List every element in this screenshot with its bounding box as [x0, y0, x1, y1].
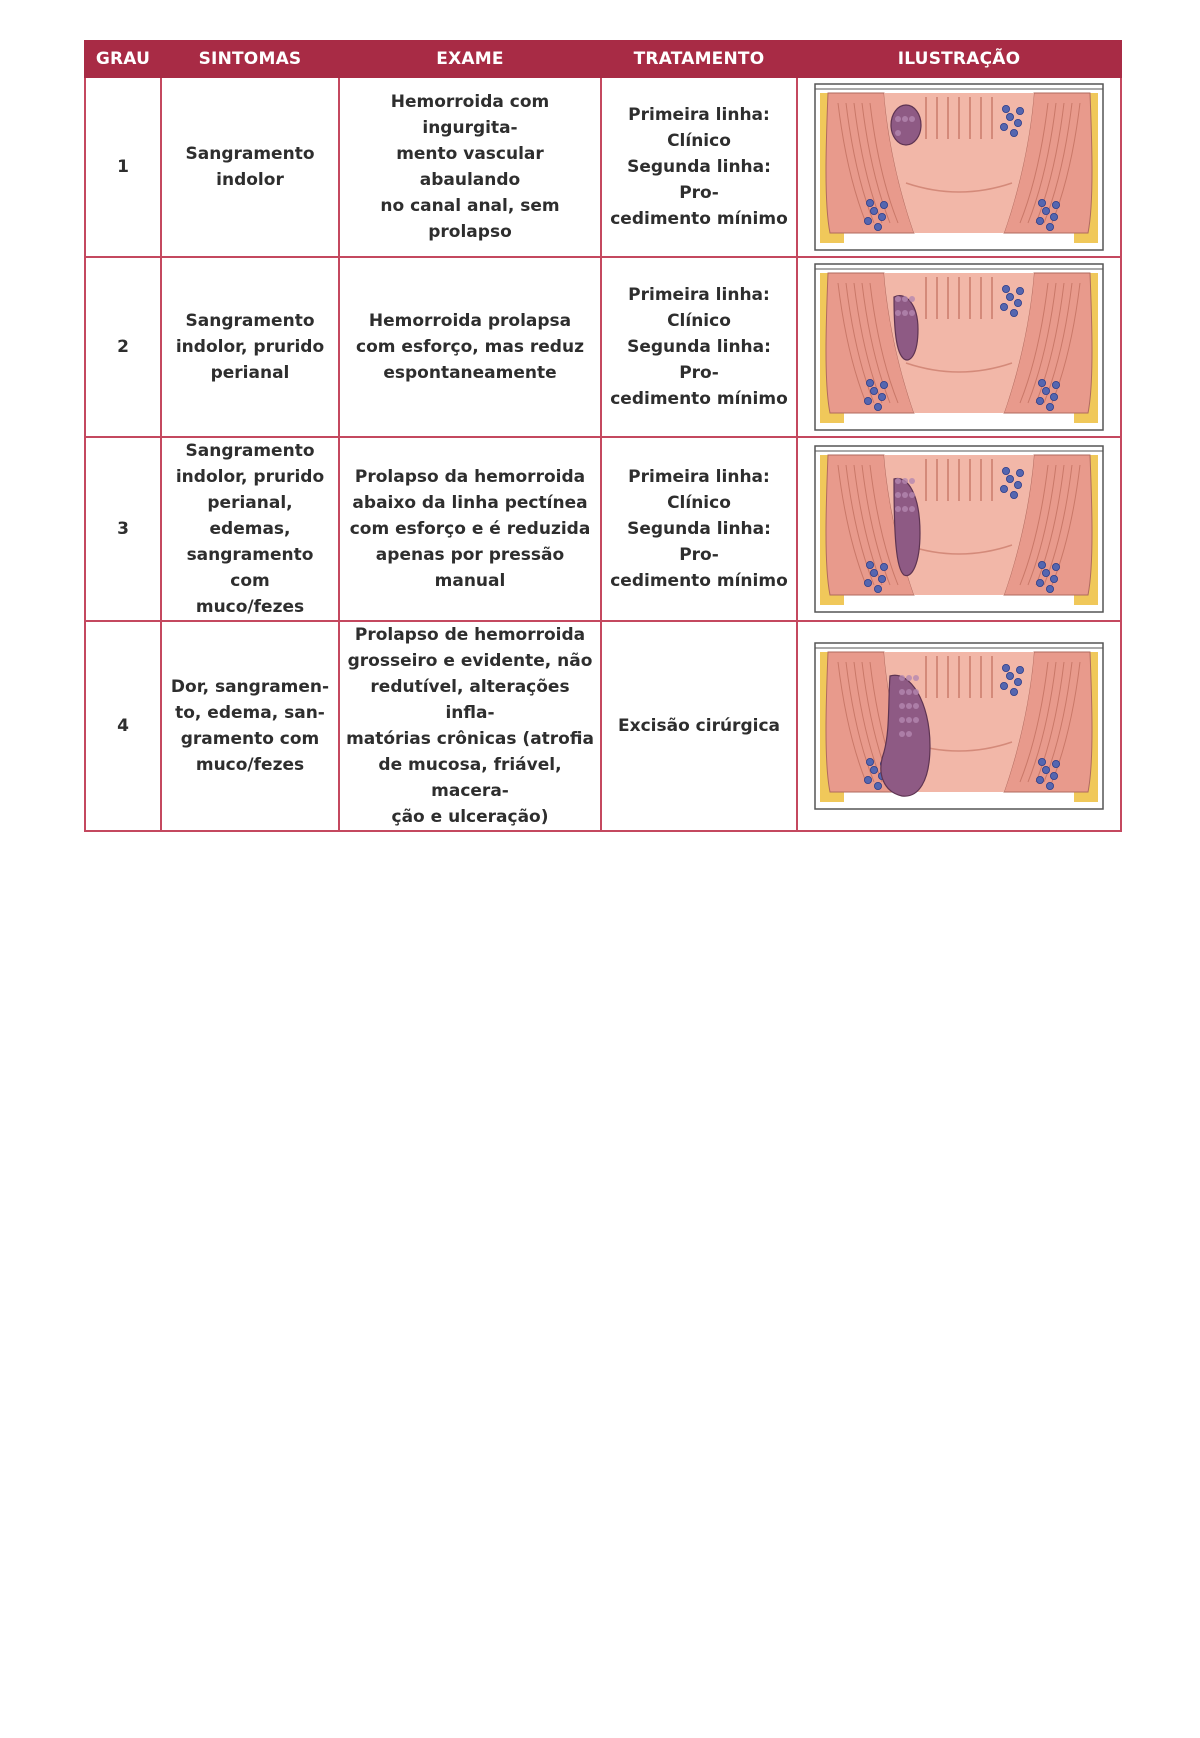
illustration-cell — [797, 77, 1121, 257]
illustration-cell — [797, 621, 1121, 831]
symptoms-cell — [161, 257, 339, 437]
table-row — [85, 257, 1121, 437]
treatment-text: Primeira linha: Clínico Segunda linha: Pro- cedimento mínimo — [610, 467, 788, 591]
header-grade: GRAU — [85, 41, 161, 77]
exam-cell — [339, 77, 601, 257]
treatment-text: Primeira linha: Clínico Segunda linha: Pro- cedimento mínimo — [610, 285, 788, 409]
grade-value: 1 — [117, 157, 129, 177]
exam-cell — [339, 257, 601, 437]
header-exam: EXAME — [339, 41, 601, 77]
symptoms-text: Sangramento indolor, prurido perianal — [175, 311, 325, 383]
treatment-cell — [601, 77, 797, 257]
grade-cell — [85, 77, 161, 257]
exam-text: Prolapso de hemorroida grosseiro e evidente, não redutível, alterações infla- matórias crônicas (atrofia de mucosa, friável, macera- ção e ulceração) — [346, 625, 594, 827]
treatment-text: Excisão cirúrgica — [618, 716, 780, 736]
table-row — [85, 621, 1121, 831]
anal-canal-illustration — [814, 83, 1104, 251]
exam-cell — [339, 621, 601, 831]
table-row — [85, 77, 1121, 257]
treatment-cell — [601, 437, 797, 621]
illustration-cell — [797, 257, 1121, 437]
header-treatment: TRATAMENTO — [601, 41, 797, 77]
treatment-cell — [601, 257, 797, 437]
anal-canal-illustration — [814, 642, 1104, 810]
table-header-row — [85, 41, 1121, 77]
anal-canal-illustration — [814, 263, 1104, 431]
grade-cell — [85, 621, 161, 831]
grade-cell — [85, 437, 161, 621]
exam-text: Prolapso da hemorroida abaixo da linha pectínea com esforço e é reduzida apenas por pressão manual — [349, 467, 591, 591]
grade-value: 4 — [117, 716, 129, 736]
illustration-cell — [797, 437, 1121, 621]
symptoms-cell — [161, 621, 339, 831]
header-illustration: ILUSTRAÇÃO — [797, 41, 1121, 77]
table-row — [85, 437, 1121, 621]
header-symptoms: SINTOMAS — [161, 41, 339, 77]
symptoms-text: Dor, sangramen- to, edema, san- gramento com muco/fezes — [170, 677, 330, 775]
treatment-text: Primeira linha: Clínico Segunda linha: Pro- cedimento mínimo — [610, 105, 788, 229]
hemorrhoid-grade-table — [84, 40, 1122, 832]
grade-cell — [85, 257, 161, 437]
symptoms-cell — [161, 437, 339, 621]
grade-value: 3 — [117, 519, 129, 539]
exam-cell — [339, 437, 601, 621]
treatment-cell — [601, 621, 797, 831]
grade-value: 2 — [117, 337, 129, 357]
symptoms-text: Sangramento indolor — [185, 144, 315, 190]
anal-canal-illustration — [814, 445, 1104, 613]
exam-text: Hemorroida prolapsa com esforço, mas reduz espontaneamente — [356, 311, 584, 383]
symptoms-cell — [161, 77, 339, 257]
symptoms-text: Sangramento indolor, prurido perianal, edemas, sangramento com muco/fezes — [175, 441, 325, 617]
exam-text: Hemorroida com ingurgita- mento vascular abaulando no canal anal, sem prolapso — [380, 92, 560, 242]
